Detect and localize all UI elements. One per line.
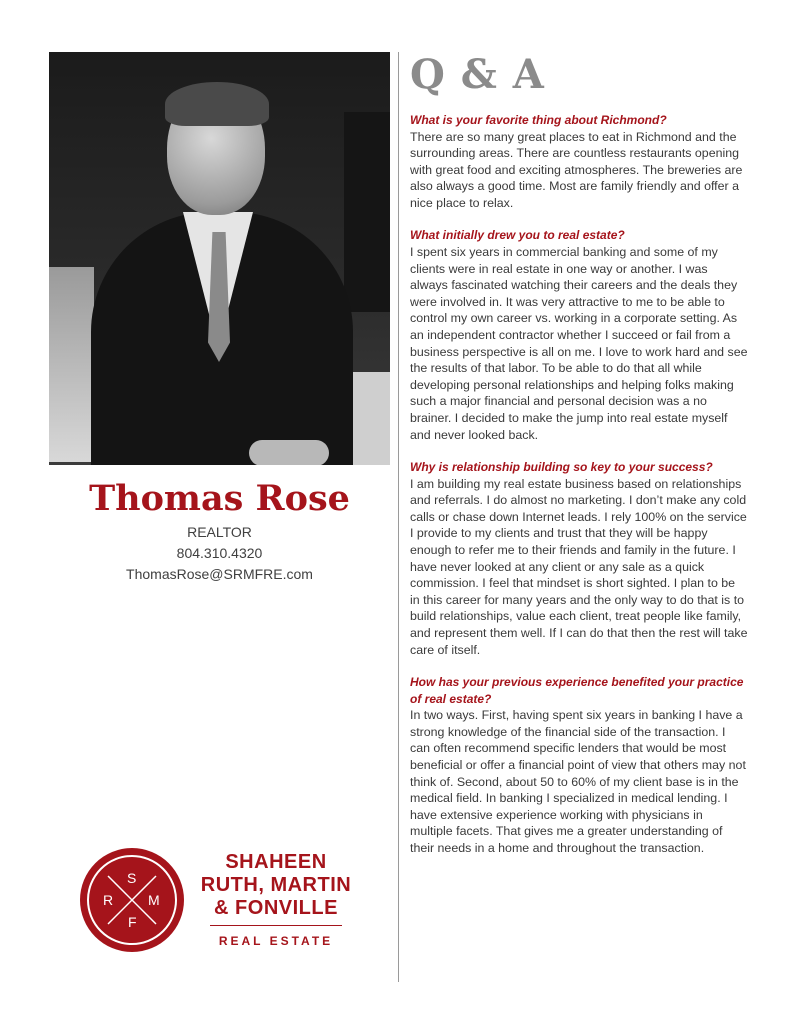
qa-question: What initially drew you to real estate? <box>410 228 625 243</box>
photo-hands <box>249 440 329 465</box>
qa-answer: I spent six years in commercial banking and some of my clients were in real estate in one way or another. I was always fascinated watching their careers and the deals they were involved in. It was very attractive to me to be able to control my own career vs. working in a corporate setting. As an independent contractor whether I succeed or fail from a business perspective is all on me. I love to work hard and see the results of that labor. To be able to do that all while developing personal relationships and helping folks making such a major financial and personal decision was a no brainer. I decided to make the jump into real estate myself and never looked back. <box>410 244 748 442</box>
qa-item <box>410 227 748 443</box>
qa-question: What is your favorite thing about Richmond? <box>410 113 667 127</box>
qa-item <box>410 459 748 658</box>
logo-letter-left: R <box>103 892 114 908</box>
agent-email[interactable]: ThomasRose@SRMFRE.com <box>126 566 313 582</box>
firm-name-line-3: & FONVILLE <box>214 897 338 919</box>
qa-answer: There are so many great places to eat in Richmond and the surrounding areas. There are countless restaurants opening with great food and exciting atmospheres. The breweries are also always a good time. Most are family friendly and offer a nice place to relax. <box>410 129 743 210</box>
logo-cross-lines <box>80 848 184 952</box>
srmf-logo-emblem <box>80 848 184 952</box>
logo-letter-right: M <box>148 892 160 908</box>
agent-name: Thomas Rose <box>89 478 350 519</box>
firm-subtitle: REAL ESTATE <box>218 934 334 948</box>
column-divider <box>398 52 399 982</box>
photo-background-cabinet <box>344 112 390 312</box>
agent-phone[interactable]: 804.310.4320 <box>176 545 263 561</box>
qa-item <box>410 112 748 211</box>
qa-question: Why is relationship building so key to your success? <box>410 460 713 475</box>
photo-hair <box>165 82 269 126</box>
firm-rule <box>210 925 342 926</box>
qa-section <box>410 112 748 872</box>
qa-item <box>410 674 748 856</box>
agent-portrait-photo <box>49 52 390 465</box>
agent-title: REALTOR <box>187 524 252 540</box>
firm-name-line-2: RUTH, MARTIN <box>200 874 352 896</box>
qa-question: How has your previous experience benefited your practice of real estate? <box>410 675 744 706</box>
qa-answer: In two ways. First, having spent six years in banking I have a strong knowledge of the financial side of the transaction. I can often recommend specific lenders that would be most beneficial or offer a financial point of view that others may not think of. Second, about 50 to 60% of my client base is in the medical field. In banking I specialized in medical lending. I have extensive experience working with physicians in multiple facets. That gives me a greater understanding of their needs in a home and throughout the transaction. <box>410 708 746 855</box>
qa-answer: I am building my real estate business based on relationships and referrals. I do almost no marketing. I don’t make any cold calls or chase down Internet leads. I rely 100% on the service I provide to my clients and trust that they will be happy enough to refer me to their friends and family in the future. I have never looked at any client or any sale as a quick commission. I feel that mindset is short sighted. I plan to be in this career for many years and the only way to do that is to build relationships, value each client, treat people like family, and represent them well. If I can do that then the rest will take care of itself. <box>410 476 748 657</box>
qa-heading: Q & A <box>410 51 545 98</box>
logo-letter-bottom: F <box>128 914 137 930</box>
logo-letter-top: S <box>127 870 137 886</box>
photo-background-counter <box>350 372 390 465</box>
photo-background-window <box>49 267 94 462</box>
firm-name-line-1: SHAHEEN <box>225 851 327 873</box>
